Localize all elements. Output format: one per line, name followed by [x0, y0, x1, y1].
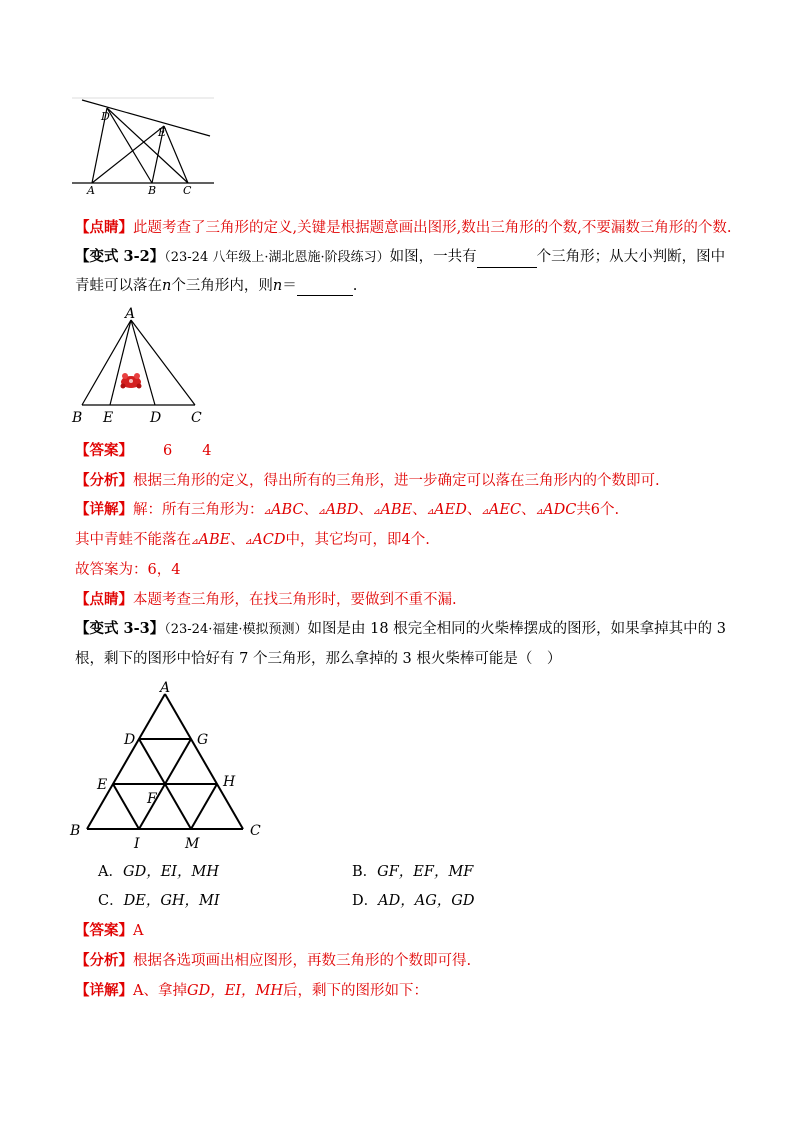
label-i: I: [134, 836, 140, 852]
dianjing-3-2: 【点睛】本题考查三角形，在找三角形时，要做到不重不漏.: [75, 591, 457, 608]
option-b: B．GF，EF，MF: [352, 864, 474, 880]
label-d: D: [101, 110, 110, 123]
label-e: E: [158, 126, 167, 139]
label-c: C: [250, 823, 261, 839]
dianjing-1: 【点睛】此题考查了三角形的定义,关键是根据题意画出图形,数出三角形的个数,不要漏数三角形的个数.: [75, 219, 732, 236]
label-d: D: [124, 732, 136, 748]
label-e: E: [97, 777, 108, 793]
label-a: A: [160, 680, 171, 696]
variant-3-3-line2: 根，剩下的图形中恰好有 7 个三角形，那么拿掉的 3 根火柴棒可能是（ ）: [75, 651, 562, 667]
label-h: H: [223, 774, 236, 790]
label-m: M: [185, 836, 200, 852]
variant-3-2-line1: 【变式 3-2】（23-24 八年级上·湖北恩施·阶段练习）如图，一共有 个三角形；从大小判断，图中: [75, 247, 725, 268]
top-figure: [72, 96, 214, 196]
label-f: F: [147, 791, 157, 807]
label-c: C: [183, 184, 192, 196]
answer-3-2: 【答案】 6 4: [75, 442, 212, 459]
variant-3-2-line2: 青蛙可以落在n个三角形内，则n＝ .: [75, 278, 358, 294]
label-a: A: [125, 306, 136, 322]
variant-3-3-line1: 【变式 3-3】（23-24·福建·模拟预测）如图是由 18 根完全相同的火柴棒摆成的图形，如果拿掉其中的 3: [75, 620, 727, 637]
option-c: C．DE，GH，MI: [98, 893, 220, 909]
label-a: A: [87, 184, 95, 196]
analysis-3-2: 【分析】根据三角形的定义，得出所有的三角形，进一步确定可以落在三角形内的个数即可.: [75, 472, 660, 489]
final-answer-3-2: 故答案为：6，4: [75, 562, 181, 578]
label-b: B: [148, 184, 157, 196]
label-b: B: [70, 823, 81, 839]
option-a: A．GD，EI，MH: [98, 864, 219, 880]
frog-triangle-figure: [70, 302, 210, 428]
matchstick-figure: [64, 676, 274, 856]
label-g: G: [197, 732, 209, 748]
detail-3-2-line1: 【详解】解：所有三角形为：⊿ABC、⊿ABD、⊿ABE、⊿AED、⊿AEC、⊿ADC共6个.: [75, 501, 620, 518]
detail-3-3: 【详解】A、拿掉GD，EI，MH后，剩下的图形如下：: [75, 982, 428, 999]
detail-3-2-line2: 其中青蛙不能落在⊿ABE、⊿ACD中，其它均可，即4个.: [75, 532, 430, 548]
label-d: D: [150, 410, 162, 426]
analysis-3-3: 【分析】根据各选项画出相应图形，再数三角形的个数即可得.: [75, 952, 472, 969]
option-d: D．AD，AG，GD: [352, 893, 475, 909]
label-c: C: [191, 410, 202, 426]
label-e: E: [103, 410, 114, 426]
answer-3-3: 【答案】A: [75, 922, 144, 939]
frog-icon: [121, 373, 142, 389]
label-b: B: [72, 410, 83, 426]
